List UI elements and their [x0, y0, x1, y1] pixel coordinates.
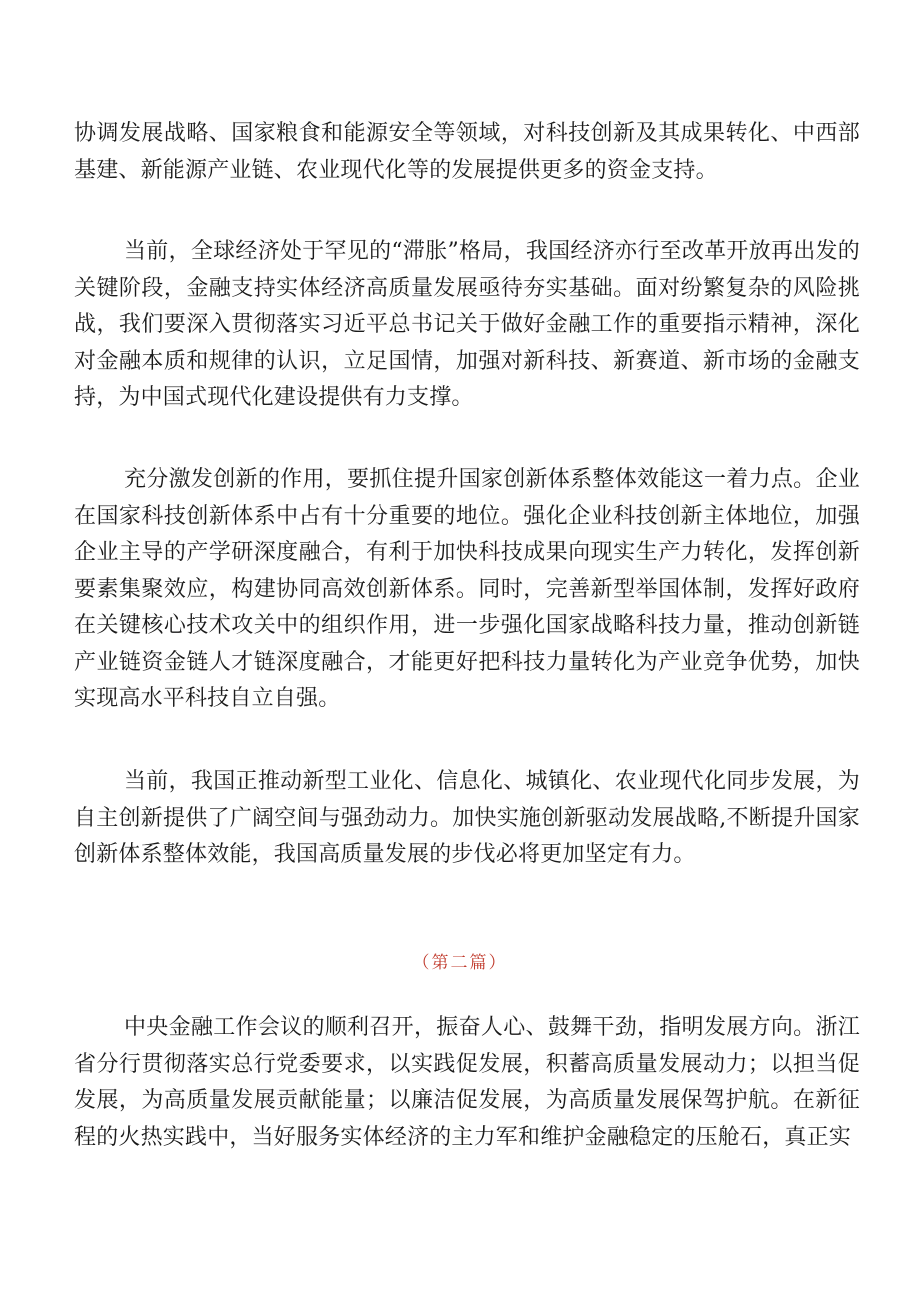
- section-heading: （第二篇）: [412, 953, 508, 973]
- paragraph-text: 中央金融工作会议的顺利召开，振奋人心、鼓舞干劲，指明发展方向。浙江省分行贯彻落实总行党委要求，以实践促发展，积蓄高质量发展动力；以担当促发展，为高质量发展贡献能量；以廉洁促发展，为高质量发展保驾护航。在新征程的火热实践中，当好服务实体经济的主力军和维护金融稳定的压舱石，真正实: [74, 1015, 860, 1150]
- paragraph-2: [74, 234, 860, 417]
- paragraph-text: 协调发展战略、国家粮食和能源安全等领域，对科技创新及其成果转化、中西部基建、新能源产业链、农业现代化等的发展提供更多的资金支持。: [74, 121, 860, 183]
- paragraph-1: [74, 116, 860, 189]
- paragraph-text: 当前，全球经济处于罕见的“滞胀”格局，我国经济亦行至改革开放再出发的关键阶段，金融支持实体经济高质量发展亟待夯实基础。面对纷繁复杂的风险挑战，我们要深入贯彻落实习近平总书记关于做好金融工作的重要指示精神，深化对金融本质和规律的认识，立足国情，加强对新科技、新赛道、新市场的金融支持，为中国式现代化建设提供有力支撑。: [74, 239, 860, 410]
- paragraph-text: 充分激发创新的作用，要抓住提升国家创新体系整体效能这一着力点。企业在国家科技创新体系中占有十分重要的地位。强化企业科技创新主体地位，加强企业主导的产学研深度融合，有利于加快科技成果向现实生产力转化，发挥创新要素集聚效应，构建协同高效创新体系。同时，完善新型举国体制，发挥好政府在关键核心技术攻关中的组织作用，进一步强化国家战略科技力量，推动创新链产业链资金链人才链深度融合，才能更好把科技力量转化为产业竞争优势，加快实现高水平科技自立自强。: [74, 467, 860, 711]
- paragraph-3: [74, 462, 860, 718]
- paragraph-4: [74, 764, 860, 874]
- paragraph-5: [74, 1010, 860, 1156]
- paragraph-text: 当前，我国正推动新型工业化、信息化、城镇化、农业现代化同步发展，为自主创新提供了广阔空间与强劲动力。加快实施创新驱动发展战略,不断提升国家创新体系整体效能，我国高质量发展的步伐必将更加坚定有力。: [74, 769, 860, 867]
